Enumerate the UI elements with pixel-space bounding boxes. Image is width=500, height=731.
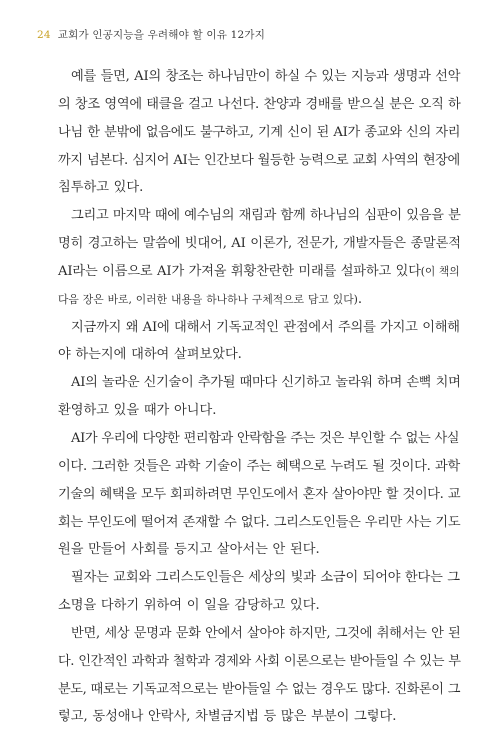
paragraph-line: 분도, 때로는 기독교적으로는 받아들일 수 없는 경우도 많다. 진화론이 그 bbox=[58, 681, 461, 697]
paragraph-line: 침투하고 있다. bbox=[58, 180, 144, 196]
paragraph-line: 소명을 다하기 위하여 이 일을 감당하고 있다. bbox=[58, 598, 320, 614]
paragraph-line bbox=[58, 286, 461, 314]
paragraph-line: 의 창조 영역에 태클을 걸고 나선다. 찬양과 경배를 받으실 분은 오직 하 bbox=[58, 96, 461, 112]
paragraph-line: 렇고, 동성애나 안락사, 차별금지법 등 많은 부분이 그렇다. bbox=[58, 709, 397, 725]
parenthetical-note-open: (이 책의 bbox=[420, 264, 460, 278]
paragraph-line bbox=[58, 258, 461, 286]
paragraph-line: 필자는 교회와 그리스도인들은 세상의 빛과 소금이 되어야 한다는 그 bbox=[71, 570, 460, 586]
paragraph-line: 지금까지 왜 AI에 대해서 기독교적인 관점에서 주의를 가지고 이해해 bbox=[71, 319, 460, 335]
page-number: 24 bbox=[37, 29, 51, 41]
paragraph-line: AI가 우리에 다양한 편리함과 안락함을 주는 것은 부인할 수 없는 사실 bbox=[71, 430, 460, 446]
running-title: 교회가 인공지능을 우려해야 할 이유 12가지 bbox=[57, 29, 266, 41]
parenthetical-note: 다음 장은 바로, 이러한 내용을 하나하나 구체적으로 담고 있다) bbox=[58, 292, 358, 306]
paragraph-line: AI의 놀라운 신기술이 추가될 때마다 신기하고 놀라워 하며 손뼉 치며 bbox=[71, 375, 461, 391]
paragraph-line: 회는 무인도에 떨어져 존재할 수 없다. 그리스도인들은 우리만 사는 기도 bbox=[58, 514, 461, 530]
paragraph-line: 다. 인간적인 과학과 철학과 경제와 사회 이론으로는 받아들일 수 있는 부 bbox=[58, 653, 461, 669]
paragraph-line: 반면, 세상 문명과 문화 안에서 살아야 하지만, 그것에 취해서는 안 된 bbox=[71, 625, 461, 641]
paragraph-line-text: AI라는 이름으로 AI가 가져올 휘황찬란한 미래를 설파하고 있다 bbox=[58, 263, 421, 279]
paragraph-line: 야 하는지에 대하여 살펴보았다. bbox=[58, 347, 242, 363]
running-head bbox=[37, 27, 265, 42]
body-text bbox=[58, 63, 461, 731]
paragraph-line: 나님 한 분밖에 없음에도 불구하고, 기계 신이 된 AI가 종교와 신의 자리 bbox=[58, 124, 461, 140]
paragraph-line: 그리고 마지막 때에 예수님의 재림과 함께 하나님의 심판이 있음을 분 bbox=[71, 208, 461, 224]
paragraph-line: 이다. 그러한 것들은 과학 기술이 주는 혜택으로 누려도 될 것이다. 과학 bbox=[58, 458, 460, 474]
paragraph-line: 원을 만들어 사회를 등지고 살아서는 안 된다. bbox=[58, 542, 320, 558]
paragraph-line: 예를 들면, AI의 창조는 하나님만이 하실 수 있는 지능과 생명과 선악 bbox=[71, 69, 461, 84]
paragraph-line: 명히 경고하는 말씀에 빗대어, AI 이론가, 전문가, 개발자들은 종말론적 bbox=[58, 236, 461, 252]
paragraph-line: 기술의 혜택을 모두 회피하려면 무인도에서 혼자 살아야만 할 것이다. 교 bbox=[58, 486, 461, 502]
paragraph-line: 까지 넘본다. 심지어 AI는 인간보다 월등한 능력으로 교회 사역의 현장에 bbox=[58, 152, 460, 168]
paragraph-line: 환영하고 있을 때가 아니다. bbox=[58, 403, 217, 419]
sentence-end: . bbox=[357, 291, 363, 307]
